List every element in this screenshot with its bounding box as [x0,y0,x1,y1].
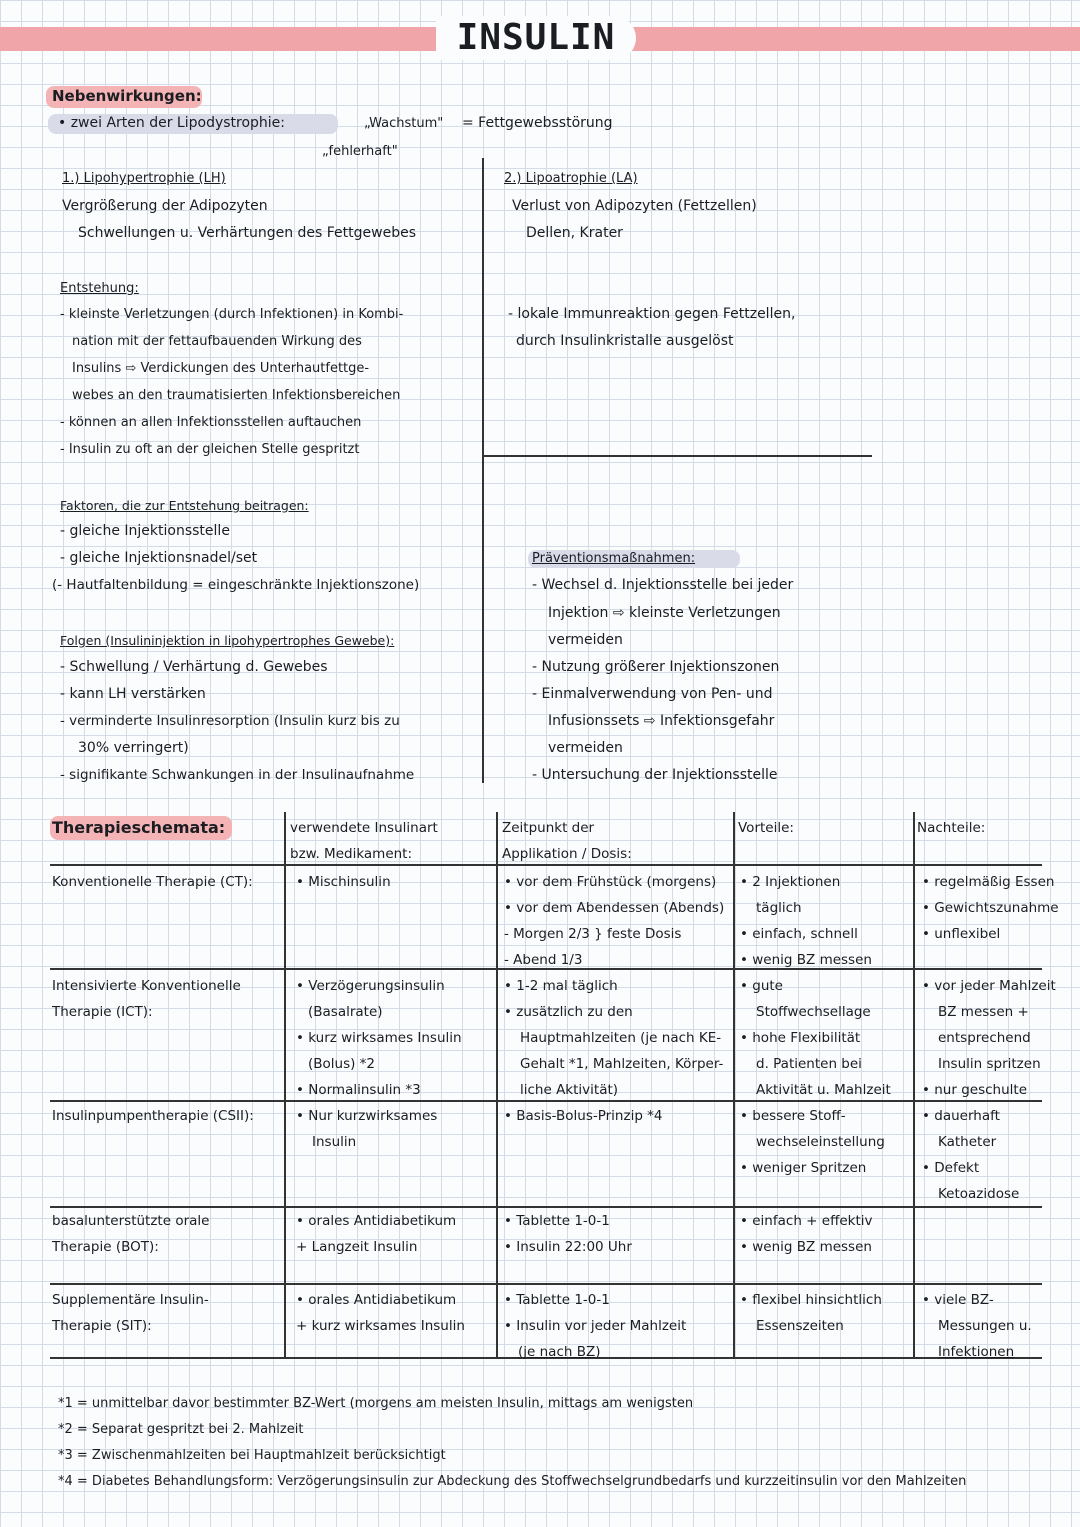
cell-line: • Insulin vor jeder Mahlzeit [504,1318,687,1334]
footnote-4: *4 = Diabetes Behandlungsform: Verzögerungsinsulin zur Abdeckung des Stoffwechselgrundbedarfs und kurzzeitinsulin vor den Mahlzeiten [58,1474,967,1489]
row-bot-zeit [504,1208,632,1260]
row-csii-name [52,1103,254,1129]
cell-line: • bessere Stoff- [740,1108,846,1124]
cell-line: • vor dem Abendessen (Abends) [504,900,725,916]
fettgewebsstoerung-label: = Fettgewebsstörung [462,115,613,131]
table-row-line [50,1283,1042,1285]
cell-line: • wenig BZ messen [740,952,872,968]
cell-line: Aktivität u. Mahlzeit [756,1082,891,1098]
entstehung-line: - Insulin zu oft an der gleichen Stelle gespritzt [60,442,360,457]
cell-line: Hauptmahlzeiten (je nach KE- [520,1030,722,1046]
cell-line: (Bolus) *2 [308,1056,376,1072]
la-heading: 2.) Lipoatrophie (LA) [504,171,638,186]
folgen-line: 30% verringert) [78,740,189,756]
praevention-line: vermeiden [548,632,623,648]
nebenwirkungen-heading: Nebenwirkungen: [52,87,202,105]
cell-line: • Defekt [922,1160,980,1176]
row-ict-zeit [504,973,723,1103]
praevention-line: Injektion ⇨ kleinste Verletzungen [548,605,781,621]
la-divider [482,455,872,457]
cell-line: • dauerhaft [922,1108,1000,1124]
cell-line: Katheter [938,1134,997,1150]
cell-line: + kurz wirksames Insulin [296,1318,465,1334]
cell-line: Supplementäre Insulin- [52,1292,209,1308]
cell-line: • viele BZ- [922,1292,994,1308]
praevention-line: - Wechsel d. Injektionsstelle bei jeder [532,577,794,593]
row-csii-insulin [296,1103,437,1155]
page-title: INSULIN [436,16,636,60]
row-csii-vorteile [740,1103,885,1181]
entstehung-line: - kleinste Verletzungen (durch Infektionen) in Kombi- [60,307,404,322]
column-divider [482,158,484,783]
cell-line: • Verzögerungsinsulin [296,978,445,994]
table-col-line [496,812,498,1357]
cell-line: • unflexibel [922,926,1001,942]
table-col-line [913,812,915,1357]
header-line: Zeitpunkt der [502,820,595,836]
row-ct-name [52,869,253,895]
cell-line: • flexibel hinsichtlich [740,1292,882,1308]
cell-line: • Basis-Bolus-Prinzip *4 [504,1108,663,1124]
praevention-line: - Untersuchung der Injektionsstelle [532,767,778,783]
cell-line: - Morgen 2/3 } feste Dosis [504,926,682,942]
cell-line: • 2 Injektionen [740,874,841,890]
footnote-1: *1 = unmittelbar davor bestimmter BZ-Wert (morgens am meisten Insulin, mittags am wenigsten [58,1396,694,1411]
fehlerhaft-label: „fehlerhaft" [322,144,398,159]
cell-line: wechseleinstellung [756,1134,885,1150]
cell-line: • einfach, schnell [740,926,858,942]
table-col-line [733,812,735,1357]
row-ict-insulin [296,973,462,1103]
cell-line: Insulin [312,1134,357,1150]
cell-line: Insulin spritzen [938,1056,1041,1072]
table-heading: Therapieschemata: [52,818,226,837]
cell-line: • zusätzlich zu den [504,1004,633,1020]
la-entstehung-line: durch Insulinkristalle ausgelöst [516,333,734,349]
entstehung-line: nation mit der fettaufbauenden Wirkung des [72,334,362,349]
cell-line: Infektionen [938,1344,1015,1360]
folgen-line: - verminderte Insulinresorption (Insulin kurz bis zu [60,713,400,729]
row-ct-insulin [296,869,391,895]
cell-line: • Mischinsulin [296,874,391,890]
row-ict-name [52,973,241,1025]
cell-line: • einfach + effektiv [740,1213,873,1229]
cell-line: (Basalrate) [308,1004,383,1020]
praevention-line: Infusionssets ⇨ Infektionsgefahr [548,713,775,729]
row-sit-nachteile [922,1287,1032,1365]
cell-line: Ketoazidose [938,1186,1020,1202]
row-bot-insulin [296,1208,456,1260]
cell-line: • Gewichtszunahme [922,900,1059,916]
cell-line: täglich [756,900,802,916]
row-sit-vorteile [740,1287,882,1339]
faktoren-heading: Faktoren, die zur Entstehung beitragen: [60,498,309,513]
row-sit-name [52,1287,209,1339]
row-ct-vorteile [740,869,872,973]
praevention-line: - Einmalverwendung von Pen- und [532,686,773,702]
cell-line: Intensivierte Konventionelle [52,978,241,994]
row-csii-zeit [504,1103,663,1129]
row-ct-nachteile [922,869,1059,947]
cell-line: BZ messen + [938,1004,1029,1020]
faktoren-line: - gleiche Injektionsnadel/set [60,550,258,566]
row-csii-nachteile [922,1103,1019,1207]
header-line: bzw. Medikament: [290,846,413,862]
entstehung-line: webes an den traumatisierten Infektionsbereichen [72,388,401,403]
cell-line: • gute [740,978,783,994]
footnote-2: *2 = Separat gespritzt bei 2. Mahlzeit [58,1422,304,1437]
header-nachteile [917,815,985,841]
entstehung-line: - können an allen Infektionsstellen auftauchen [60,415,362,430]
entstehung-heading: Entstehung: [60,281,139,296]
header-zeit [502,815,632,867]
cell-line: Stoffwechsellage [756,1004,871,1020]
cell-line: (je nach BZ) [518,1344,601,1360]
cell-line: • orales Antidiabetikum [296,1292,457,1308]
cell-line: Konventionelle Therapie (CT): [52,874,253,890]
row-sit-insulin [296,1287,465,1339]
folgen-line: - signifikante Schwankungen in der Insulinaufnahme [60,767,415,783]
cell-line: • Normalinsulin *3 [296,1082,421,1098]
wachstum-label: „Wachstum" [364,116,444,131]
row-sit-zeit [504,1287,686,1365]
header-line: Vorteile: [738,820,794,836]
praevention-heading: Präventionsmaßnahmen: [532,551,696,566]
cell-line: basalunterstützte orale [52,1213,210,1229]
row-ct-zeit [504,869,724,973]
header-line: Applikation / Dosis: [502,846,632,862]
lh-line-2: Schwellungen u. Verhärtungen des Fettgewebes [78,225,417,241]
cell-line: • vor dem Frühstück (morgens) [504,874,717,890]
footnote-3: *3 = Zwischenmahlzeiten bei Hauptmahlzeit berücksichtigt [58,1448,446,1463]
row-ict-nachteile [922,973,1056,1103]
lh-heading: 1.) Lipohypertrophie (LH) [62,171,226,186]
header-insulin [290,815,438,867]
cell-line: • regelmäßig Essen [922,874,1055,890]
cell-line: entsprechend [938,1030,1031,1046]
la-line-2: Dellen, Krater [526,225,623,241]
la-line-1: Verlust von Adipozyten (Fettzellen) [512,198,757,214]
praevention-line: - Nutzung größerer Injektionszonen [532,659,780,675]
header-line: Nachteile: [917,820,986,836]
folgen-line: - Schwellung / Verhärtung d. Gewebes [60,659,328,675]
cell-line: Gehalt *1, Mahlzeiten, Körper- [520,1056,724,1072]
faktoren-line: (- Hautfaltenbildung = eingeschränkte Injektionszone) [52,577,420,593]
cell-line: d. Patienten bei [756,1056,862,1072]
cell-line: liche Aktivität) [520,1082,619,1098]
cell-line: + Langzeit Insulin [296,1239,418,1255]
cell-line: - Abend 1/3 [504,952,583,968]
faktoren-line: - gleiche Injektionsstelle [60,523,230,539]
header-line: verwendete Insulinart [290,820,438,836]
cell-line: • weniger Spritzen [740,1160,867,1176]
cell-line: • hohe Flexibilität [740,1030,861,1046]
lipodystrophie-line: • zwei Arten der Lipodystrophie: [58,115,286,131]
cell-line: • wenig BZ messen [740,1239,872,1255]
cell-line: • Nur kurzwirksames [296,1108,438,1124]
table-col-line [284,812,286,1357]
header-vorteile [738,815,794,841]
cell-line: Insulinpumpentherapie (CSII): [52,1108,254,1124]
cell-line: • Tablette 1-0-1 [504,1292,610,1308]
cell-line: Messungen u. [938,1318,1032,1334]
folgen-heading: Folgen (Insulininjektion in lipohypertrophes Gewebe): [60,633,395,648]
entstehung-line: Insulins ⇨ Verdickungen des Unterhautfettge- [72,361,370,376]
cell-line: • 1-2 mal täglich [504,978,618,994]
cell-line: Therapie (BOT): [52,1239,159,1255]
cell-line: • Tablette 1-0-1 [504,1213,610,1229]
cell-line: • vor jeder Mahlzeit [922,978,1056,994]
praevention-line: vermeiden [548,740,623,756]
cell-line: • Insulin 22:00 Uhr [504,1239,632,1255]
row-bot-vorteile [740,1208,873,1260]
cell-line: • nur geschulte [922,1082,1028,1098]
cell-line: Therapie (SIT): [52,1318,152,1334]
la-entstehung-line: - lokale Immunreaktion gegen Fettzellen, [508,306,796,322]
cell-line: • orales Antidiabetikum [296,1213,457,1229]
lh-line-1: Vergrößerung der Adipozyten [62,198,268,214]
cell-line: Essenszeiten [756,1318,844,1334]
cell-line: • kurz wirksames Insulin [296,1030,462,1046]
row-bot-name [52,1208,209,1260]
cell-line: Therapie (ICT): [52,1004,153,1020]
row-ict-vorteile [740,973,891,1103]
folgen-line: - kann LH verstärken [60,686,206,702]
